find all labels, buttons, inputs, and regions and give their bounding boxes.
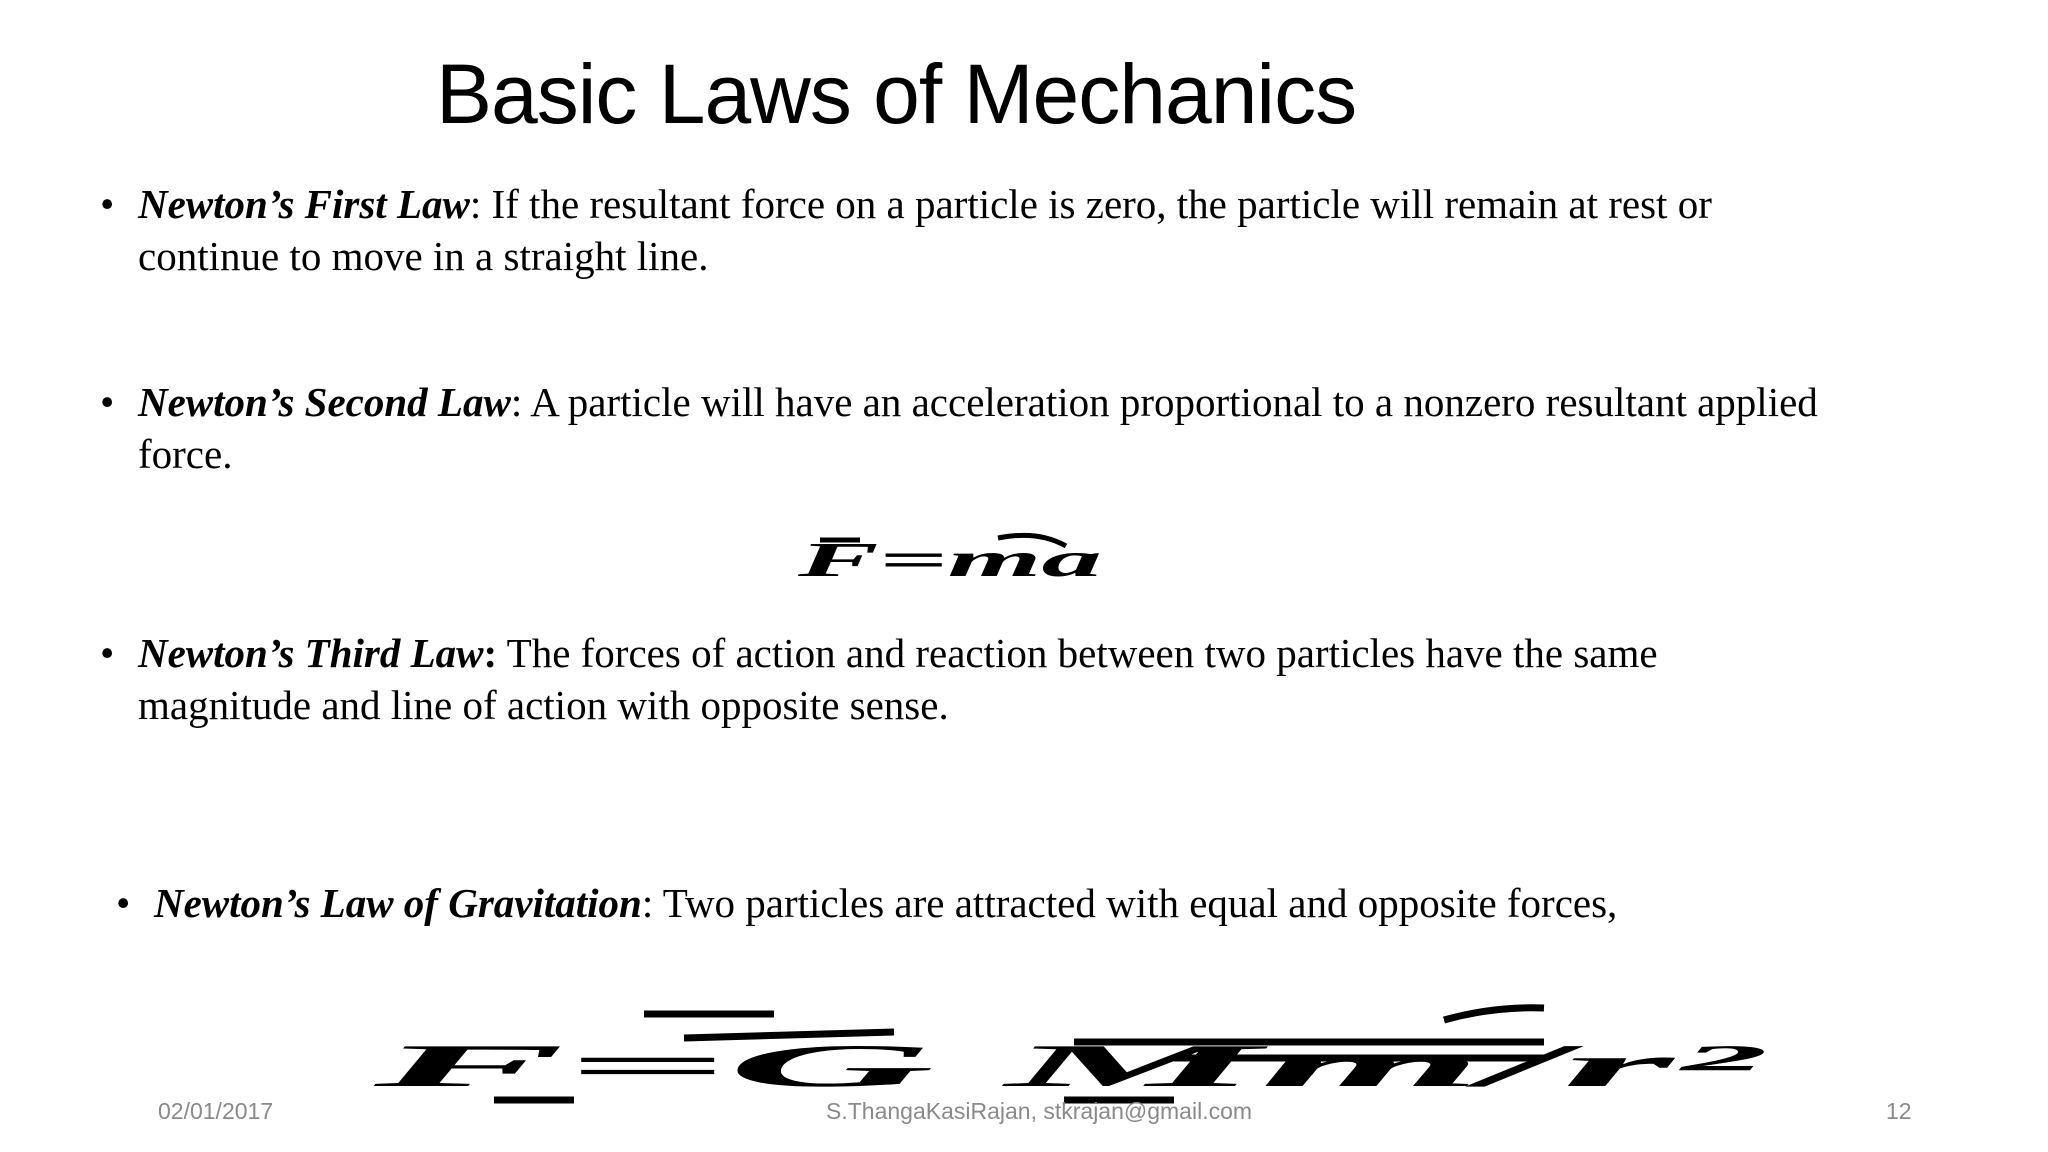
footer-date: 02/01/2017 (158, 1098, 274, 1124)
law-text (154, 877, 1834, 929)
law-description: If the resultant force on a particle is zero, the particle will remain at rest or continue to move in a straight line. (138, 181, 1712, 279)
bullet: • (100, 181, 115, 227)
law-separator: : (641, 880, 654, 926)
law-name: Newton’s Third Law (138, 630, 484, 676)
formula-gravitation-image (374, 1002, 1759, 1104)
law-name: Newton’s First Law (138, 181, 470, 227)
law-separator: : (483, 630, 498, 676)
law-description: The forces of action and reaction between two particles have the same magnitude and line of action with opposite sense. (138, 630, 1658, 728)
formula-gravitation-text: F=G Mm/r² (374, 1032, 1759, 1100)
law-description: Two particles are attracted with equal and opposite forces, (653, 880, 1618, 926)
bullet: • (116, 880, 131, 926)
formula-second-law (798, 532, 1102, 587)
law-separator: : (469, 181, 482, 227)
footer-page-number: 12 (1886, 1098, 1912, 1124)
law-name: Newton’s Law of Gravitation (154, 880, 642, 926)
formula-second-law-image (798, 532, 1102, 587)
bullet: • (100, 630, 115, 676)
slide-title: Basic Laws of Mechanics (436, 47, 1357, 141)
law-name: Newton’s Second Law (138, 379, 511, 425)
law-text (138, 376, 1818, 480)
footer-author: S.ThangaKasiRajan, stkrajan@gmail.com (826, 1098, 1253, 1124)
law-description: A particle will have an acceleration proportional to a nonzero resultant applied force. (138, 379, 1818, 477)
law-text (138, 627, 1818, 731)
law-separator: : (510, 379, 523, 425)
bullet: • (100, 379, 115, 425)
formula-gravitation (374, 1002, 1759, 1104)
law-text (138, 178, 1818, 282)
formula-second-law-text: F=ma (798, 532, 1102, 587)
